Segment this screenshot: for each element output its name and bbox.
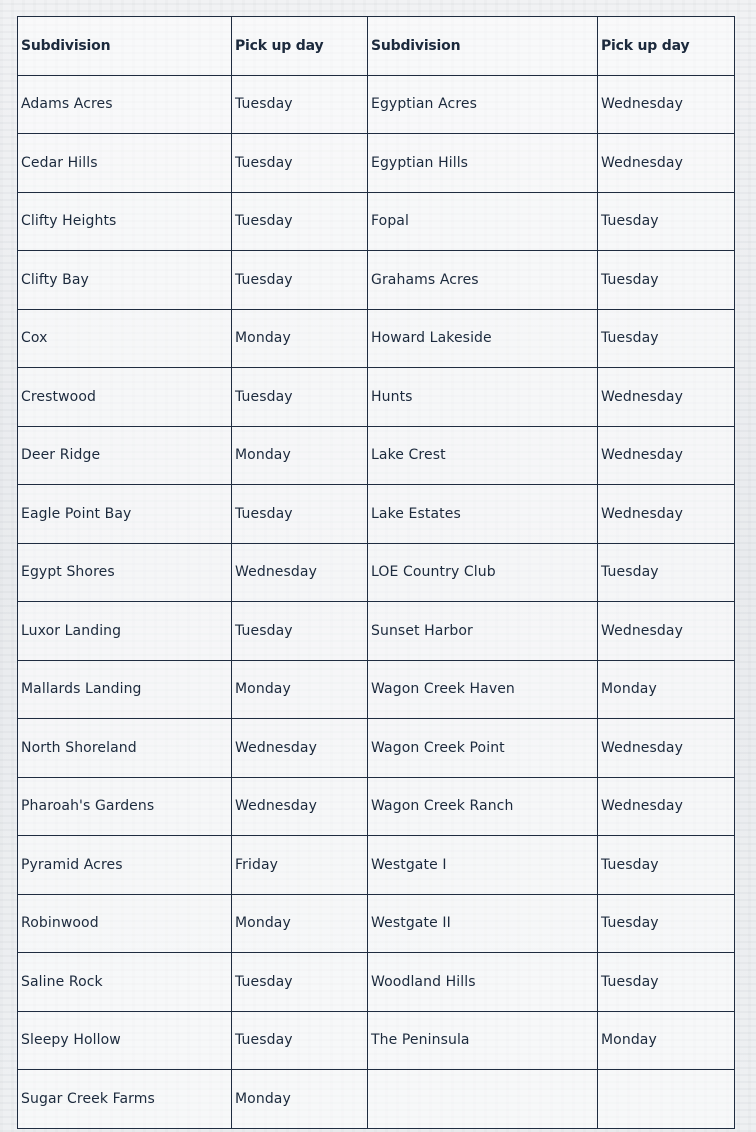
cell-pickup-day-right: Tuesday bbox=[598, 953, 735, 1012]
cell-pickup-day-left: Monday bbox=[232, 1070, 368, 1129]
cell-subdivision-left: Sugar Creek Farms bbox=[18, 1070, 232, 1129]
cell-pickup-day-left: Tuesday bbox=[232, 1011, 368, 1070]
cell-subdivision-right: Lake Estates bbox=[368, 485, 598, 544]
cell-subdivision-right: Westgate I bbox=[368, 836, 598, 895]
cell-pickup-day-right: Wednesday bbox=[598, 368, 735, 427]
cell-subdivision-left: Pharoah's Gardens bbox=[18, 777, 232, 836]
cell-pickup-day-right: Wednesday bbox=[598, 777, 735, 836]
cell-pickup-day-right: Tuesday bbox=[598, 251, 735, 310]
table-row bbox=[18, 894, 735, 953]
cell-pickup-day-right: Tuesday bbox=[598, 192, 735, 251]
cell-subdivision-right: Egyptian Acres bbox=[368, 75, 598, 134]
cell-pickup-day-left: Wednesday bbox=[232, 543, 368, 602]
cell-pickup-day-left: Tuesday bbox=[232, 75, 368, 134]
cell-subdivision-left: Cox bbox=[18, 309, 232, 368]
cell-pickup-day-right: Tuesday bbox=[598, 894, 735, 953]
cell-subdivision-left: Cedar Hills bbox=[18, 134, 232, 193]
cell-pickup-day-left: Monday bbox=[232, 894, 368, 953]
cell-pickup-day-left: Tuesday bbox=[232, 192, 368, 251]
table-row bbox=[18, 836, 735, 895]
table-row bbox=[18, 660, 735, 719]
cell-pickup-day-right: Tuesday bbox=[598, 543, 735, 602]
cell-pickup-day-left: Monday bbox=[232, 426, 368, 485]
cell-subdivision-right: Woodland Hills bbox=[368, 953, 598, 1012]
cell-subdivision-right: Howard Lakeside bbox=[368, 309, 598, 368]
header-pickup-day-right: Pick up day bbox=[598, 17, 735, 76]
table-row bbox=[18, 485, 735, 544]
cell-subdivision-right: Wagon Creek Haven bbox=[368, 660, 598, 719]
cell-subdivision-left: Pyramid Acres bbox=[18, 836, 232, 895]
table-row bbox=[18, 309, 735, 368]
cell-subdivision-right: Grahams Acres bbox=[368, 251, 598, 310]
cell-subdivision-left: Clifty Heights bbox=[18, 192, 232, 251]
cell-subdivision-left: Deer Ridge bbox=[18, 426, 232, 485]
cell-pickup-day-left: Tuesday bbox=[232, 251, 368, 310]
cell-subdivision-right: Sunset Harbor bbox=[368, 602, 598, 661]
cell-subdivision-left: North Shoreland bbox=[18, 719, 232, 778]
table-row bbox=[18, 602, 735, 661]
cell-subdivision-right: Hunts bbox=[368, 368, 598, 427]
cell-subdivision-left: Clifty Bay bbox=[18, 251, 232, 310]
table-body bbox=[18, 75, 735, 1128]
cell-pickup-day-left: Tuesday bbox=[232, 953, 368, 1012]
table-row bbox=[18, 192, 735, 251]
table-row bbox=[18, 719, 735, 778]
cell-subdivision-right: Lake Crest bbox=[368, 426, 598, 485]
header-pickup-day-left: Pick up day bbox=[232, 17, 368, 76]
table-row bbox=[18, 426, 735, 485]
cell-subdivision-right: LOE Country Club bbox=[368, 543, 598, 602]
table-row bbox=[18, 75, 735, 134]
cell-subdivision-left: Sleepy Hollow bbox=[18, 1011, 232, 1070]
table-row bbox=[18, 777, 735, 836]
cell-pickup-day-right: Wednesday bbox=[598, 719, 735, 778]
cell-pickup-day-right: Wednesday bbox=[598, 485, 735, 544]
cell-subdivision-left: Egypt Shores bbox=[18, 543, 232, 602]
table-row bbox=[18, 368, 735, 427]
cell-pickup-day-right: Wednesday bbox=[598, 134, 735, 193]
cell-subdivision-left: Mallards Landing bbox=[18, 660, 232, 719]
cell-pickup-day-left: Tuesday bbox=[232, 602, 368, 661]
cell-pickup-day-right: Monday bbox=[598, 660, 735, 719]
cell-pickup-day-left: Monday bbox=[232, 660, 368, 719]
table-header bbox=[18, 17, 735, 76]
cell-subdivision-left: Luxor Landing bbox=[18, 602, 232, 661]
cell-pickup-day-left: Monday bbox=[232, 309, 368, 368]
cell-pickup-day-right: Tuesday bbox=[598, 836, 735, 895]
table-row bbox=[18, 1070, 735, 1129]
cell-pickup-day-left: Tuesday bbox=[232, 485, 368, 544]
cell-pickup-day-right: Monday bbox=[598, 1011, 735, 1070]
cell-subdivision-right: Wagon Creek Ranch bbox=[368, 777, 598, 836]
table-row bbox=[18, 1011, 735, 1070]
cell-pickup-day-right bbox=[598, 1070, 735, 1129]
header-row bbox=[18, 17, 735, 76]
table-row bbox=[18, 251, 735, 310]
cell-pickup-day-left: Tuesday bbox=[232, 134, 368, 193]
table-row bbox=[18, 543, 735, 602]
schedule-sheet bbox=[17, 16, 735, 1129]
cell-subdivision-left: Robinwood bbox=[18, 894, 232, 953]
cell-pickup-day-left: Wednesday bbox=[232, 719, 368, 778]
cell-pickup-day-right: Wednesday bbox=[598, 75, 735, 134]
table-row bbox=[18, 953, 735, 1012]
cell-subdivision-right bbox=[368, 1070, 598, 1129]
cell-pickup-day-left: Wednesday bbox=[232, 777, 368, 836]
cell-subdivision-right: Fopal bbox=[368, 192, 598, 251]
cell-pickup-day-right: Tuesday bbox=[598, 309, 735, 368]
cell-subdivision-left: Crestwood bbox=[18, 368, 232, 427]
cell-subdivision-right: Wagon Creek Point bbox=[368, 719, 598, 778]
cell-subdivision-right: Egyptian Hills bbox=[368, 134, 598, 193]
header-subdivision-right: Subdivision bbox=[368, 17, 598, 76]
cell-subdivision-left: Eagle Point Bay bbox=[18, 485, 232, 544]
header-subdivision-left: Subdivision bbox=[18, 17, 232, 76]
table-row bbox=[18, 134, 735, 193]
cell-pickup-day-right: Wednesday bbox=[598, 426, 735, 485]
cell-subdivision-right: Westgate II bbox=[368, 894, 598, 953]
pickup-schedule-table bbox=[17, 16, 735, 1129]
cell-subdivision-left: Adams Acres bbox=[18, 75, 232, 134]
cell-pickup-day-right: Wednesday bbox=[598, 602, 735, 661]
cell-pickup-day-left: Friday bbox=[232, 836, 368, 895]
cell-pickup-day-left: Tuesday bbox=[232, 368, 368, 427]
cell-subdivision-left: Saline Rock bbox=[18, 953, 232, 1012]
cell-subdivision-right: The Peninsula bbox=[368, 1011, 598, 1070]
